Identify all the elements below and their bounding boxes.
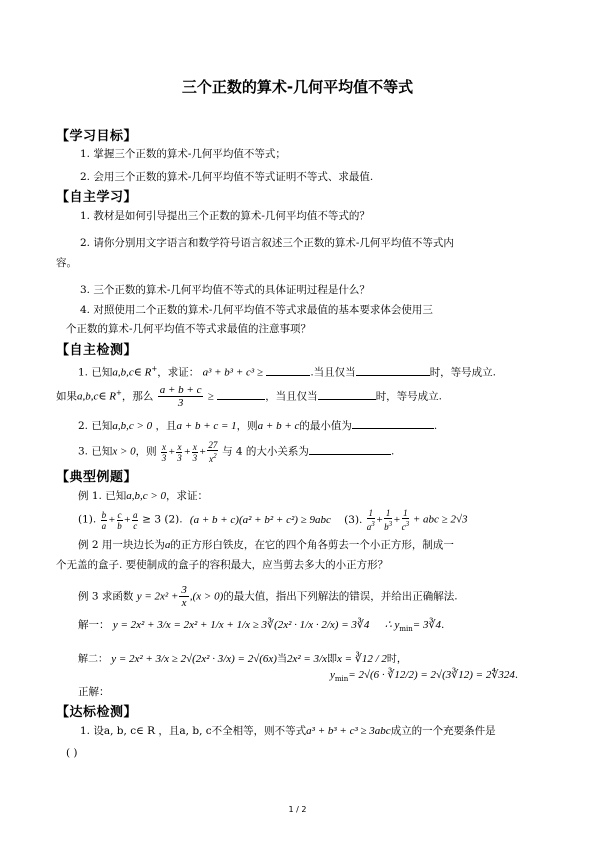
solution-1-expr: y = 2x² + 3/x = 2x² + 1/x + 1/x ≥ 3∛(2x² · 1/x · 2/x) = 3∛4 <box>112 619 370 631</box>
solution-2-x: x = ∛12 / 2 <box>337 653 387 665</box>
example-2-var: a <box>164 539 171 551</box>
goal-item-2: 2. 会用三个正数的算术-几何平均值不等式证明不等式、求最值. <box>80 171 374 183</box>
answer-blank[interactable] <box>266 364 310 376</box>
check-2-tail: 的最小值为 <box>299 420 352 432</box>
standard-question-1 <box>80 724 496 738</box>
example-1-part2-expr: (a + b + c)(a² + b² + c²) ≥ 9abc <box>189 513 331 526</box>
check-2-target: a + b + c <box>257 420 300 432</box>
example-3-func: y = 2x² + <box>136 590 179 603</box>
example-1-prefix: 例 1. 已知 <box>78 490 127 502</box>
solution-2-time: 时， <box>386 654 407 665</box>
check-3-prefix: 3. 已知 <box>78 445 113 458</box>
check-1-prefix: 1. 已知 <box>78 366 113 379</box>
frac-x-over-3: $\frac{x}{3}$ <box>177 441 182 463</box>
section-self-check-heading: 【自主检测】 <box>56 343 138 358</box>
page-title: 三个正数的算术-几何平均值不等式 <box>181 78 414 96</box>
check-3-end: . <box>390 445 395 458</box>
check-2-end: . <box>433 420 438 432</box>
example-1-part3-tail: + abc ≥ 2√3 <box>412 513 468 526</box>
check-2-then: ，则 <box>236 420 258 432</box>
solution-2-val: = 2√(6 · ∛12/2) = 2√(3∛12) = 2∜324 <box>348 669 515 681</box>
section-examples-heading: 【典型例题】 <box>56 470 138 485</box>
solution-2-label: 解二： <box>78 654 108 665</box>
check-1-sup: + <box>151 365 158 373</box>
example-1-part1-label: (1). <box>78 513 97 526</box>
correct-solution-label: 正解： <box>78 686 110 698</box>
check-1b-sup: + <box>116 389 122 397</box>
solution-2-expr: y = 2x² + 3/x ≥ 2√(2x² · 3/x) = 2√(6x) <box>111 653 277 665</box>
check-item-1 <box>78 362 496 380</box>
frac-1-over-c3: $\frac{1}{c^3}$ <box>401 508 410 532</box>
standard-q1-expr: a³ + b³ + c³ ≥ 3abc <box>306 725 391 737</box>
study-question-2: 2. 请你分别用文字语言和数学符号语言叙述三个正数的算术-几何平均值不等式内 <box>80 237 454 249</box>
solution-2-min: y <box>330 669 335 681</box>
frac-x-over-3: $\frac{x}{3}$ <box>192 441 198 463</box>
study-question-4: 4. 对照使用二个正数的算术-几何平均值不等式求最值的基本要求体会使用三 <box>80 304 433 316</box>
solution-2-end: . <box>514 670 519 681</box>
answer-blank[interactable] <box>309 443 391 455</box>
example-1-part3-expr: $\frac{1}{a^3}$ + $\frac{1}{b^3}$ + $\frac{1}{c^3}$ <box>366 508 410 532</box>
check-item-1b <box>56 384 442 409</box>
check-1-prove: ，求证： <box>157 366 200 379</box>
answer-blank[interactable] <box>217 388 265 400</box>
study-question-2-cont: 容。 <box>56 257 77 269</box>
standard-q1-b: 成立的一个充要条件是 <box>390 725 496 737</box>
solution-2-result <box>330 668 518 686</box>
section-self-study-heading: 【自主学习】 <box>56 190 138 205</box>
frac-a-over-c: $\frac{a}{c}$ <box>132 509 138 531</box>
check-2-mid: ，且 <box>155 420 177 432</box>
goal-item-1: 1. 掌握三个正数的算术-几何平均值不等式； <box>80 148 286 160</box>
standard-question-1-choice[interactable]: ( ) <box>66 747 78 759</box>
check-1-tail2: 时，等号成立. <box>429 366 497 379</box>
example-3-domain: ,(x > 0) <box>189 590 224 603</box>
example-2-b: 的正方形白铁皮，在它的四个角各剪去一个小正方形，制成一 <box>170 539 454 551</box>
solution-1-label: 解一： <box>78 619 110 631</box>
example-3-a: 例 3 求函数 <box>78 590 134 603</box>
check-1-tail1: .当且仅当 <box>310 366 356 379</box>
check-3-expr: $\frac{x}{3}$ + $\frac{x}{3}$ + $\frac{x}{3}$ + $\frac{27}{x^2}$ <box>161 440 218 464</box>
example-2-line-2: 个无盖的盒子. 要使制成的盒子的容积最大，应当剪去多大的小正方形？ <box>56 559 389 571</box>
solution-2 <box>78 652 407 667</box>
example-2-a: 例 2 用一块边长为 <box>78 539 165 551</box>
check-1b-cond: a,b,c∈ R <box>77 390 116 403</box>
frac-x-over-3: $\frac{x}{3}$ <box>161 441 167 463</box>
example-1-parts <box>78 508 468 532</box>
example-3-b: 的最大值，指出下列解法的错误，并给出正确解法. <box>223 590 458 603</box>
check-1b-ge: ≥ <box>207 390 214 403</box>
frac-1-over-a3: $\frac{1}{a^3}$ <box>366 508 375 532</box>
solution-1 <box>78 618 444 636</box>
page-number: 1 / 2 <box>288 805 307 814</box>
solution-2-when: 当 <box>276 654 287 665</box>
check-3-then: ，则 <box>135 445 157 458</box>
example-1-intro <box>78 489 208 503</box>
check-1b-tail2: 时，等号成立. <box>375 390 443 403</box>
check-1-expr: a³ + b³ + c³ ≥ <box>202 366 263 379</box>
answer-blank[interactable] <box>356 364 430 376</box>
check-2-sum: a + b + c = 1 <box>176 420 237 432</box>
check-item-2 <box>78 417 437 433</box>
example-3-num: 3 <box>181 584 187 596</box>
check-3-tail: 与 4 的大小关系为 <box>222 445 309 458</box>
solution-1-min: min <box>399 625 413 634</box>
example-1-part1-expr: $\frac{b}{a}$ + $\frac{c}{b}$ + $\frac{a}{c}$ <box>101 509 138 531</box>
mean-fraction <box>158 384 204 409</box>
solution-2-then: 即 <box>327 654 338 665</box>
section-standard-heading: 【达标检测】 <box>56 705 138 720</box>
study-question-4-cont: 个正数的算术-几何平均值不等式求最值的注意事项？ <box>66 323 312 335</box>
frac-27-over-x2: $\frac{27}{x^2}$ <box>208 440 218 464</box>
solution-2-min-sub: min <box>334 675 349 683</box>
mean-denominator: 3 <box>177 397 184 409</box>
check-1-cond: a,b,c∈ R <box>112 366 152 379</box>
frac-b-over-a: $\frac{b}{a}$ <box>101 509 107 531</box>
example-3-line <box>78 584 458 609</box>
study-question-3: 3. 三个正数的算术-几何平均值不等式的具体证明过程是什么？ <box>80 284 370 296</box>
solution-1-end: . <box>440 619 445 631</box>
solution-1-val: = 3∛4 <box>412 619 441 631</box>
frac-c-over-b: $\frac{c}{b}$ <box>117 509 122 531</box>
check-2-prefix: 2. 已知 <box>78 420 113 432</box>
study-question-1: 1. 教材是如何引导提出三个正数的算术-几何平均值不等式的？ <box>80 210 370 222</box>
example-3-fraction <box>179 584 189 609</box>
check-3-cond: x > 0 <box>112 445 136 458</box>
example-3-den: x <box>181 597 187 609</box>
example-1-part3-label: (3). <box>344 513 363 526</box>
example-1-part1-tail: ≥ 3 (2). <box>142 513 183 526</box>
check-item-3 <box>78 440 394 464</box>
solution-1-concl: ∴ y <box>384 619 400 631</box>
standard-q1-a: 1. 设a, b, c∈ R ，且a, b, c不全相等，则不等式 <box>80 725 307 737</box>
example-1-cond: a,b,c > 0 <box>126 490 167 502</box>
check-1b-tail1: ，当且仅当 <box>265 390 318 403</box>
check-2-cond: a,b,c > 0 <box>112 420 153 432</box>
mean-numerator: a + b + c <box>159 384 202 396</box>
answer-blank[interactable] <box>352 417 434 429</box>
section-goals-heading: 【学习目标】 <box>56 129 138 144</box>
check-1b-prefix: 如果 <box>56 390 77 403</box>
check-1b-then: ，那么 <box>121 390 154 403</box>
answer-blank[interactable] <box>318 388 376 400</box>
solution-2-eq: 2x² = 3/x <box>286 653 328 665</box>
example-2-line-1 <box>78 538 454 552</box>
example-1-prove: ，求证： <box>166 490 209 502</box>
frac-1-over-b3: $\frac{1}{b^3}$ <box>384 508 393 532</box>
